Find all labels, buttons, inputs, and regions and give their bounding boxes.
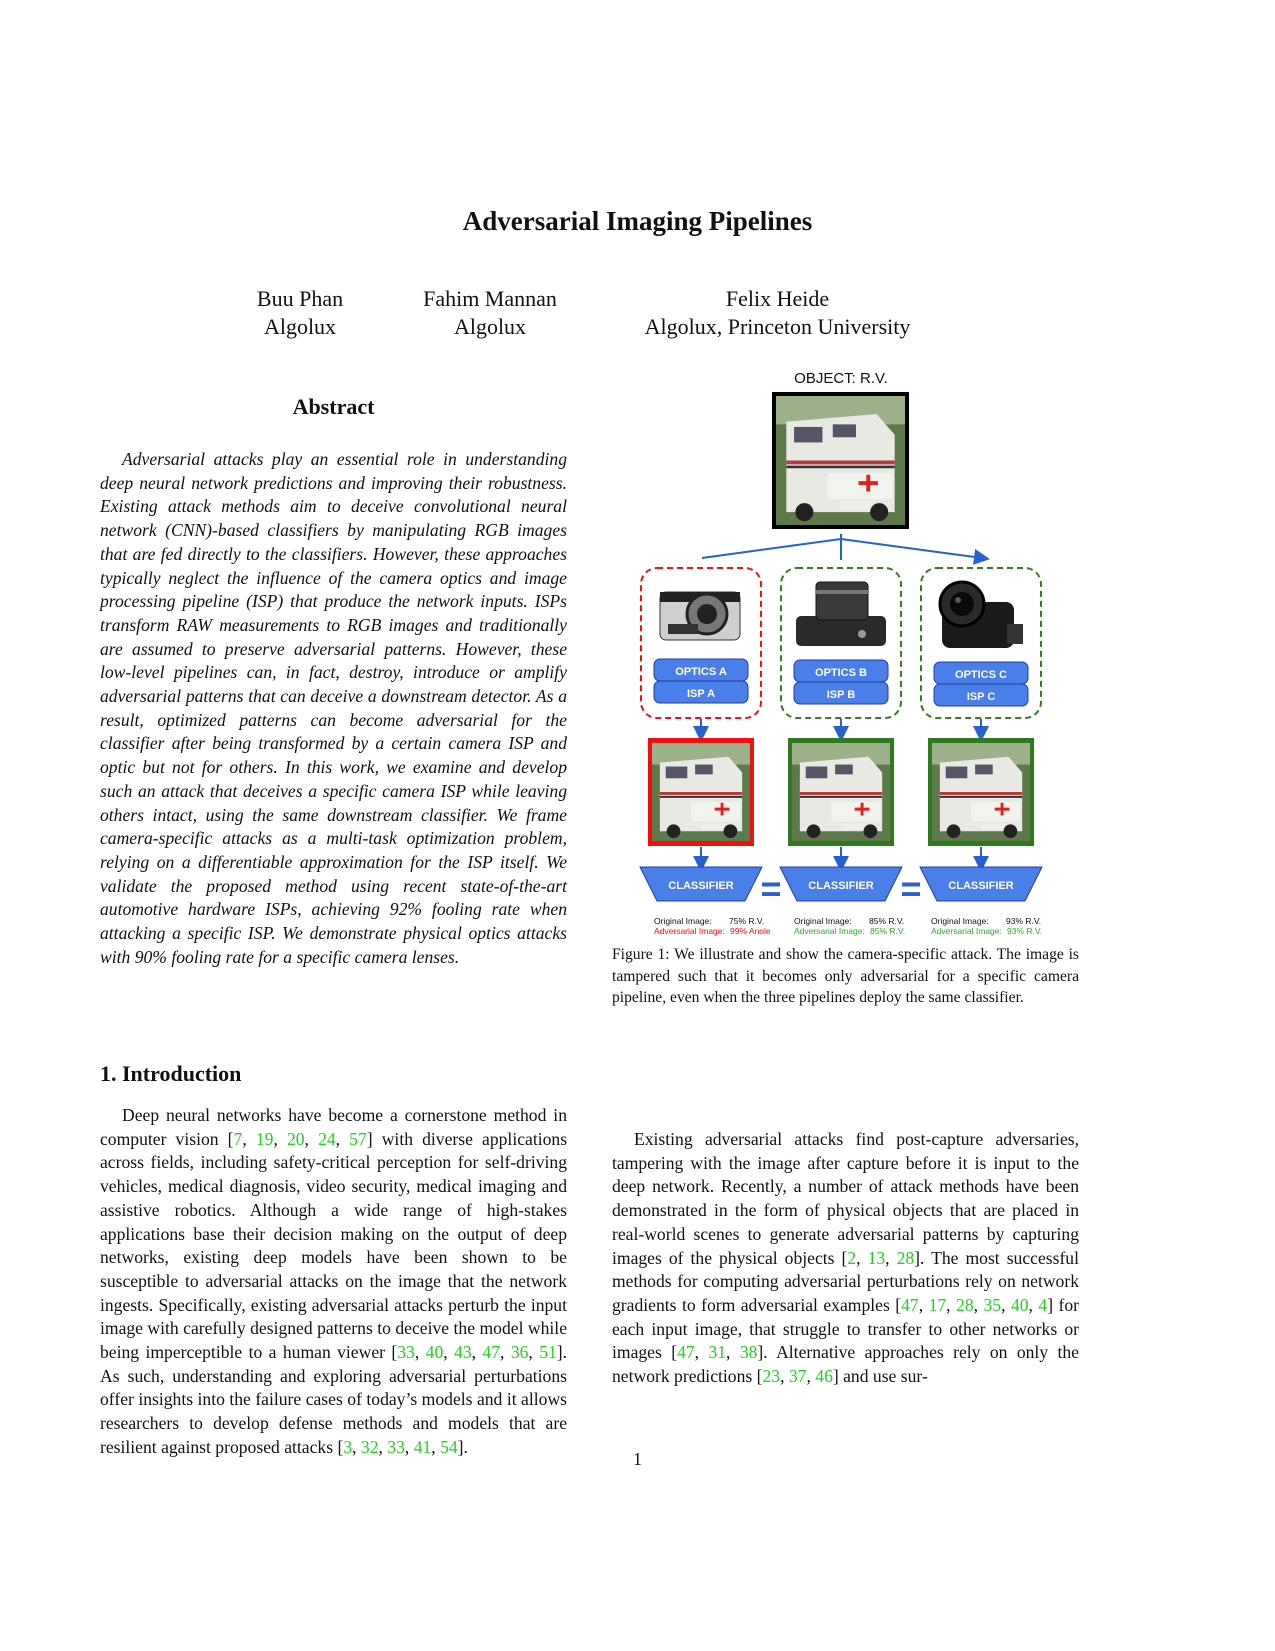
text-run: ]. As such, understanding and exploring adversarial perturbations offer insights into the failure cases of today’s models and it allows researchers to develop defense methods and models that are resilient against proposed attacks [ xyxy=(100,1342,568,1457)
citation[interactable]: 40 xyxy=(1010,1294,1029,1315)
citation[interactable]: 41 xyxy=(413,1436,432,1457)
citation[interactable]: 4 xyxy=(1038,1294,1048,1315)
intro-heading: 1. Introduction xyxy=(100,1061,242,1086)
rv-output-image xyxy=(932,743,1030,841)
citation[interactable]: 23 xyxy=(762,1366,781,1387)
branch-arrows xyxy=(702,534,982,560)
citation[interactable]: 57 xyxy=(349,1128,367,1149)
author-2 xyxy=(405,285,575,341)
abstract-heading: Abstract xyxy=(292,394,375,419)
adversarial-value: 99% Anole xyxy=(730,926,771,936)
citation[interactable]: 17 xyxy=(928,1294,947,1315)
text-run: ] for each input image, that struggle to transfer to other networks or images [ xyxy=(612,1294,1080,1363)
rv-image xyxy=(776,396,905,525)
original-value: 75% R.V. xyxy=(729,916,765,926)
rangefinder-camera-icon xyxy=(660,592,740,640)
citation[interactable]: 54 xyxy=(440,1436,458,1457)
author-3 xyxy=(620,285,935,341)
citation[interactable]: 36 xyxy=(510,1342,529,1363)
citation[interactable]: 13 xyxy=(867,1247,886,1268)
intro-paragraph-1-col1 xyxy=(100,1104,567,1460)
citation[interactable]: 47 xyxy=(901,1294,919,1315)
object-label: OBJECT: R.V. xyxy=(794,370,888,387)
isp-label: ISP A xyxy=(686,688,716,700)
author-affiliation: Algolux, Princeton University xyxy=(644,314,911,339)
author-name: Buu Phan xyxy=(256,286,344,311)
original-label: Original Image: xyxy=(931,916,989,926)
author-name: Felix Heide xyxy=(725,286,830,311)
intro-paragraph-1: Deep neural networks have become a cornerstone method in computer vision [7, 19, 20, 24, 57] with diverse applications across fields, including safety-critical perception for self-driving vehicles, medical diagnosis, video security, medical imaging and assistive robotics. Although a wide range of high-stakes applications base their decision making on the output of deep networks, existing deep models have been shown to be susceptible to adversarial attacks on the image that the network ingests. Specifically, existing adversarial attacks perturb the input image with carefully designed patterns to deceive the model while being imperceptible to a human viewer [33, 40, 43, 47, 36, 51]. As such, understanding and exploring adversarial perturbations offer insights into the failure cases of today’s models and it allows researchers to develop defense methods and models that are resilient against proposed attacks [3, 32, 33, 41, 54]. xyxy=(100,1105,568,1457)
citation[interactable]: 20 xyxy=(286,1128,305,1149)
citation[interactable]: 38 xyxy=(739,1342,758,1363)
citation[interactable]: 47 xyxy=(677,1342,695,1363)
citation[interactable]: 2 xyxy=(847,1247,857,1268)
rv-output-image xyxy=(792,743,890,841)
citation[interactable]: 35 xyxy=(983,1294,1002,1315)
pipeline-b xyxy=(780,568,905,936)
original-label: Original Image: xyxy=(794,916,852,926)
dslr-camera-icon xyxy=(940,582,1023,648)
pipeline-a xyxy=(640,568,771,936)
optics-label: OPTICS B xyxy=(815,667,867,679)
equals-sign: = xyxy=(760,868,782,909)
intro-paragraph-2-col2 xyxy=(612,1128,1079,1389)
citation[interactable]: 43 xyxy=(454,1342,472,1363)
text-run: Existing adversarial attacks find post-capture adversaries, tampering with the image after capture before it is input to the deep network. Recently, a number of attack methods have been demonstrated in the form of physical objects that are placed in real-world scenes to generate adversarial patterns by capturing images of the physical objects [ xyxy=(612,1129,1079,1268)
citation[interactable]: 33 xyxy=(397,1342,415,1363)
citation[interactable]: 24 xyxy=(318,1128,336,1149)
text-run: ]. Alternative approaches rely on only the network predictions [ xyxy=(612,1342,1079,1387)
page-number: 1 xyxy=(633,1449,642,1469)
abstract-text: Adversarial attacks play an essential role in understanding deep neural network predictions and improving their robustness. Existing attack methods aim to deceive convolutional neural network (CNN)-based classifiers by manipulating RGB images that are fed directly to the classifiers. However, these approaches typically neglect the influence of the camera optics and image processing pipeline (ISP) that produce the network inputs. ISPs transform RAW measurements to RGB images and traditionally are assumed to preserve adversarial patterns. However, these low-level pipelines can, in fact, destroy, introduce or amplify adversarial patterns that can deceive a downstream detector. As a result, optimized patterns can become adversarial for the classifier after being transformed by a certain camera ISP and optic but not for others. In this work, we examine and develop such an attack that deceives a specific camera ISP while leaving others intact, using the same downstream classifier. We frame camera-specific attacks as a multi-task optimization problem, relying on a differentiable approximation for the ISP itself. We validate the proposed method using recent state-of-the-art automotive hardware ISPs, achieving 92% fooling rate when attacking a specific ISP. We demonstrate physical optics attacks with 90% fooling rate for a specific camera lenses. xyxy=(100,449,567,967)
paper-title: Adversarial Imaging Pipelines xyxy=(462,206,813,236)
citation[interactable]: 28 xyxy=(896,1247,915,1268)
text-run: ] and use sur- xyxy=(832,1366,928,1387)
citation[interactable]: 7 xyxy=(233,1128,243,1149)
citation[interactable]: 51 xyxy=(539,1342,557,1363)
author-1 xyxy=(230,285,370,341)
citation[interactable]: 37 xyxy=(788,1366,807,1387)
adversarial-value: 93% R.V. xyxy=(1007,926,1043,936)
citation[interactable]: 31 xyxy=(708,1342,727,1363)
citation[interactable]: 28 xyxy=(956,1294,974,1315)
classifier-label: CLASSIFIER xyxy=(808,880,874,892)
citation[interactable]: 40 xyxy=(425,1342,444,1363)
original-value: 85% R.V. xyxy=(869,916,905,926)
equals-sign: = xyxy=(900,868,922,909)
citation[interactable]: 19 xyxy=(255,1128,274,1149)
original-value: 93% R.V. xyxy=(1006,916,1042,926)
adversarial-value: 85% R.V. xyxy=(870,926,906,936)
author-name: Fahim Mannan xyxy=(423,286,557,311)
mirrorless-camera-icon xyxy=(796,582,886,646)
intro-paragraph-2: Existing adversarial attacks find post-capture adversaries, tampering with the image after capture before it is input to the deep network. Recently, a number of attack methods have been demonstrated in the form of physical objects that are placed in real-world scenes to generate adversarial patterns by capturing images of the physical objects [2, 13, 28]. The most successful methods for computing adversarial perturbations rely on network gradients to form adversarial examples [47, 17, 28, 35, 40, 4] for each input image, that struggle to transfer to other networks or images [47, 31, 38]. Alternative approaches rely on only the network predictions [23, 37, 46] and use sur- xyxy=(612,1129,1080,1387)
citation[interactable]: 46 xyxy=(815,1366,833,1387)
figure-caption: Figure 1: We illustrate and show the camera-specific attack. The image is tampered such that it becomes only adversarial for a specific camera pipeline, even when the three pipelines deploy the same classifier. xyxy=(612,946,1079,1007)
rv-output-image xyxy=(652,743,750,841)
isp-label: ISP B xyxy=(826,689,856,701)
optics-label: OPTICS C xyxy=(955,669,1007,681)
original-label: Original Image: xyxy=(654,916,712,926)
text-run: ]. xyxy=(457,1436,468,1457)
citation[interactable]: 32 xyxy=(360,1436,379,1457)
text-run: ] with diverse applications across fields, including safety-critical perception for self-driving vehicles, medical diagnosis, video security, medical imaging and assistive robotics. Although a wide range of high-stakes applications base their decision making on the output of deep networks, existing deep models have been shown to be susceptible to adversarial attacks on the image that the network ingests. Specifically, existing adversarial attacks perturb the input image with carefully designed patterns to deceive the model while being imperceptible to a human viewer [ xyxy=(100,1128,568,1363)
adversarial-label: Adversarial Image: xyxy=(654,926,725,936)
author-affiliation: Algolux xyxy=(263,314,337,339)
optics-label: OPTICS A xyxy=(675,666,727,678)
classifier-label: CLASSIFIER xyxy=(948,880,1014,892)
citation[interactable]: 3 xyxy=(343,1436,353,1457)
citation[interactable]: 33 xyxy=(387,1436,405,1457)
author-affiliation: Algolux xyxy=(453,314,527,339)
text-run: ]. The most successful methods for computing adversarial perturbations rely on network gradients to form adversarial examples [ xyxy=(612,1247,1079,1315)
figure-1 xyxy=(612,362,1079,944)
citation[interactable]: 47 xyxy=(482,1342,501,1363)
isp-label: ISP C xyxy=(966,691,996,703)
adversarial-label: Adversarial Image: xyxy=(931,926,1002,936)
text-run: Deep neural networks have become a cornerstone method in computer vision [ xyxy=(100,1105,567,1149)
classifier-label: CLASSIFIER xyxy=(668,880,734,892)
pipeline-c xyxy=(920,568,1042,936)
adversarial-label: Adversarial Image: xyxy=(794,926,865,936)
